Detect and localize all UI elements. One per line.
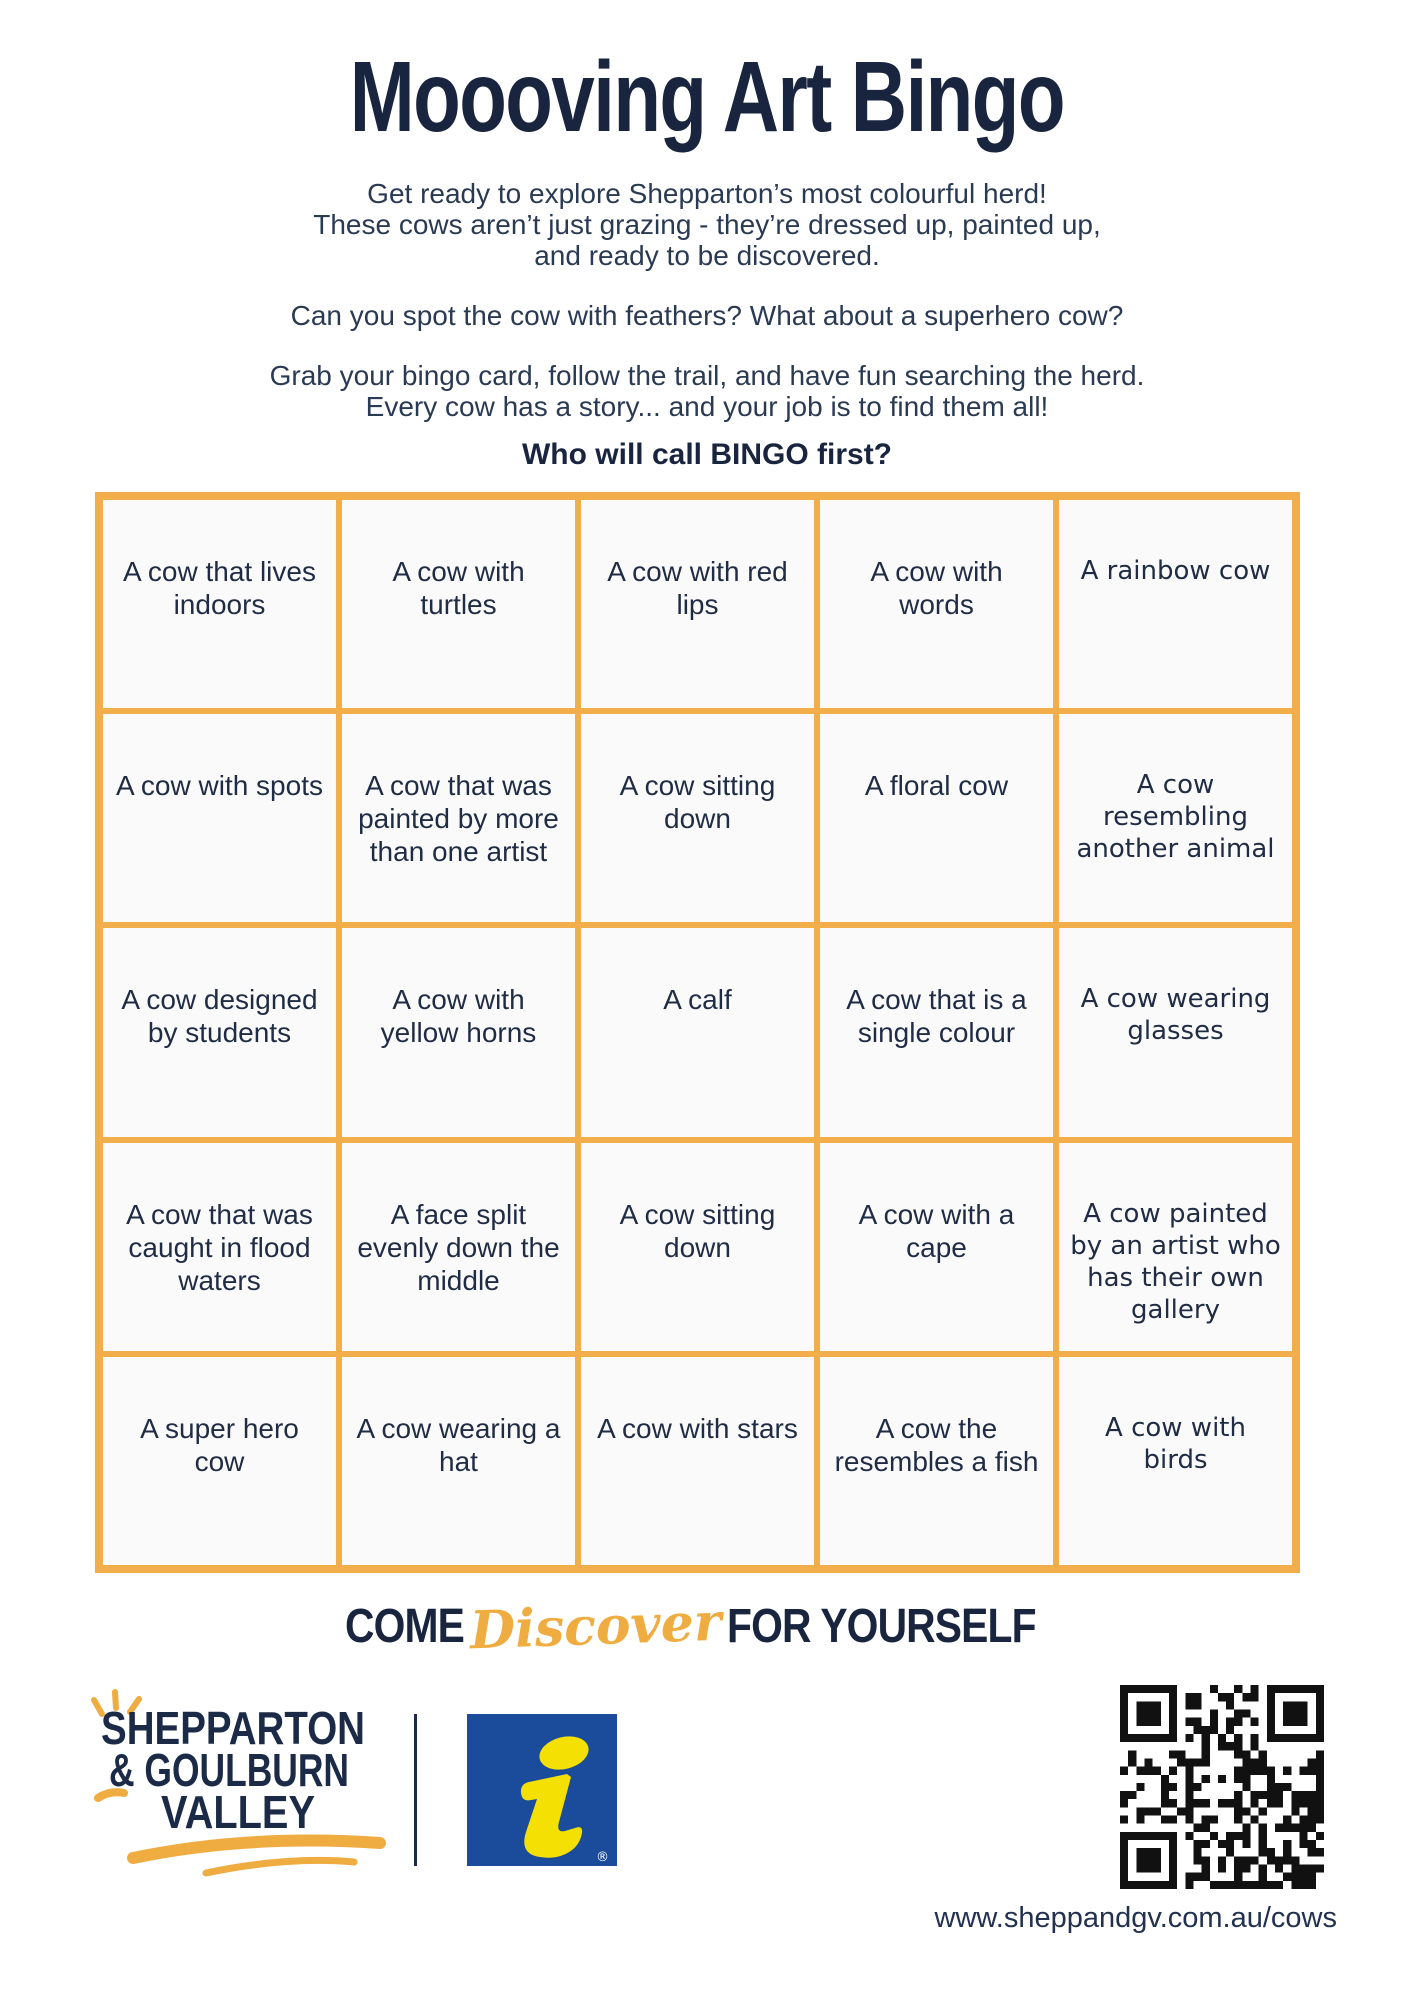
bingo-cell: A cow that lives indoors (103, 500, 336, 708)
bingo-cell: A cow with red lips (581, 500, 814, 708)
bingo-cell: A cow that was painted by more than one artist (342, 714, 575, 922)
bingo-cell: A cow sitting down (581, 714, 814, 922)
page-title (0, 42, 1414, 152)
bingo-cell: A cow wearing glasses (1059, 928, 1292, 1136)
instructions-line: Every cow has a story... and your job is to find them all! (365, 391, 1049, 422)
bingo-cell: A cow sitting down (581, 1143, 814, 1351)
bingo-cell: A cow resembling another animal (1059, 714, 1292, 922)
bingo-cell: A face split evenly down the middle (342, 1143, 575, 1351)
bingo-cell: A calf (581, 928, 814, 1136)
instructions-paragraph (0, 360, 1414, 422)
logo-line-valley: VALLEY (161, 1786, 315, 1838)
intro-line: Get ready to explore Shepparton’s most colourful herd! (367, 178, 1047, 209)
shepparton-goulburn-valley-logo (88, 1686, 418, 1891)
intro-line: These cows aren’t just grazing - they’re dressed up, painted up, (313, 209, 1101, 240)
bingo-cell: A cow wearing a hat (342, 1357, 575, 1565)
qr-code (1120, 1685, 1324, 1889)
website-url[interactable]: www.sheppandgv.com.au/cows (934, 1902, 1337, 1934)
intro-paragraph (0, 178, 1414, 271)
bingo-cell: A cow the resembles a fish (820, 1357, 1053, 1565)
bingo-grid (95, 492, 1300, 1573)
bingo-cell: A cow with words (820, 500, 1053, 708)
bingo-cell: A floral cow (820, 714, 1053, 922)
bingo-cell: A super hero cow (103, 1357, 336, 1565)
bingo-cell: A cow that was caught in flood waters (103, 1143, 336, 1351)
logo-line-shepparton: SHEPPARTON (101, 1702, 365, 1754)
bingo-cell: A cow with yellow horns (342, 928, 575, 1136)
page-title-text: Moooving Art Bingo (349, 41, 1065, 153)
bingo-cell: A cow with birds (1059, 1357, 1292, 1565)
bingo-cell: A cow designed by students (103, 928, 336, 1136)
registered-mark: ® (596, 1850, 609, 1865)
logo-divider (414, 1714, 417, 1866)
bingo-cell: A cow with a cape (820, 1143, 1053, 1351)
bingo-cell: A cow that is a single colour (820, 928, 1053, 1136)
tagline-come: COME (344, 1600, 464, 1653)
tagline-discover: Discover (468, 1591, 723, 1662)
bingo-cell: A cow painted by an artist who has their own gallery (1059, 1143, 1292, 1351)
bingo-cell: A cow with turtles (342, 500, 575, 708)
logo-line-goulburn: & GOULBURN (109, 1744, 349, 1796)
instructions-line: Grab your bingo card, follow the trail, and have fun searching the herd. (269, 360, 1145, 391)
bingo-cell: A rainbow cow (1059, 500, 1292, 708)
visitor-information-icon (467, 1714, 617, 1866)
bingo-cell: A cow with stars (581, 1357, 814, 1565)
bingo-call-heading: Who will call BINGO first? (521, 438, 893, 471)
question-line: Can you spot the cow with feathers? What about a superhero cow? (290, 300, 1124, 331)
intro-line: and ready to be discovered. (534, 240, 880, 271)
tagline-for-yourself: FOR YOURSELF (727, 1600, 1036, 1653)
bingo-cell: A cow with spots (103, 714, 336, 922)
come-discover-tagline (0, 1591, 1414, 1662)
